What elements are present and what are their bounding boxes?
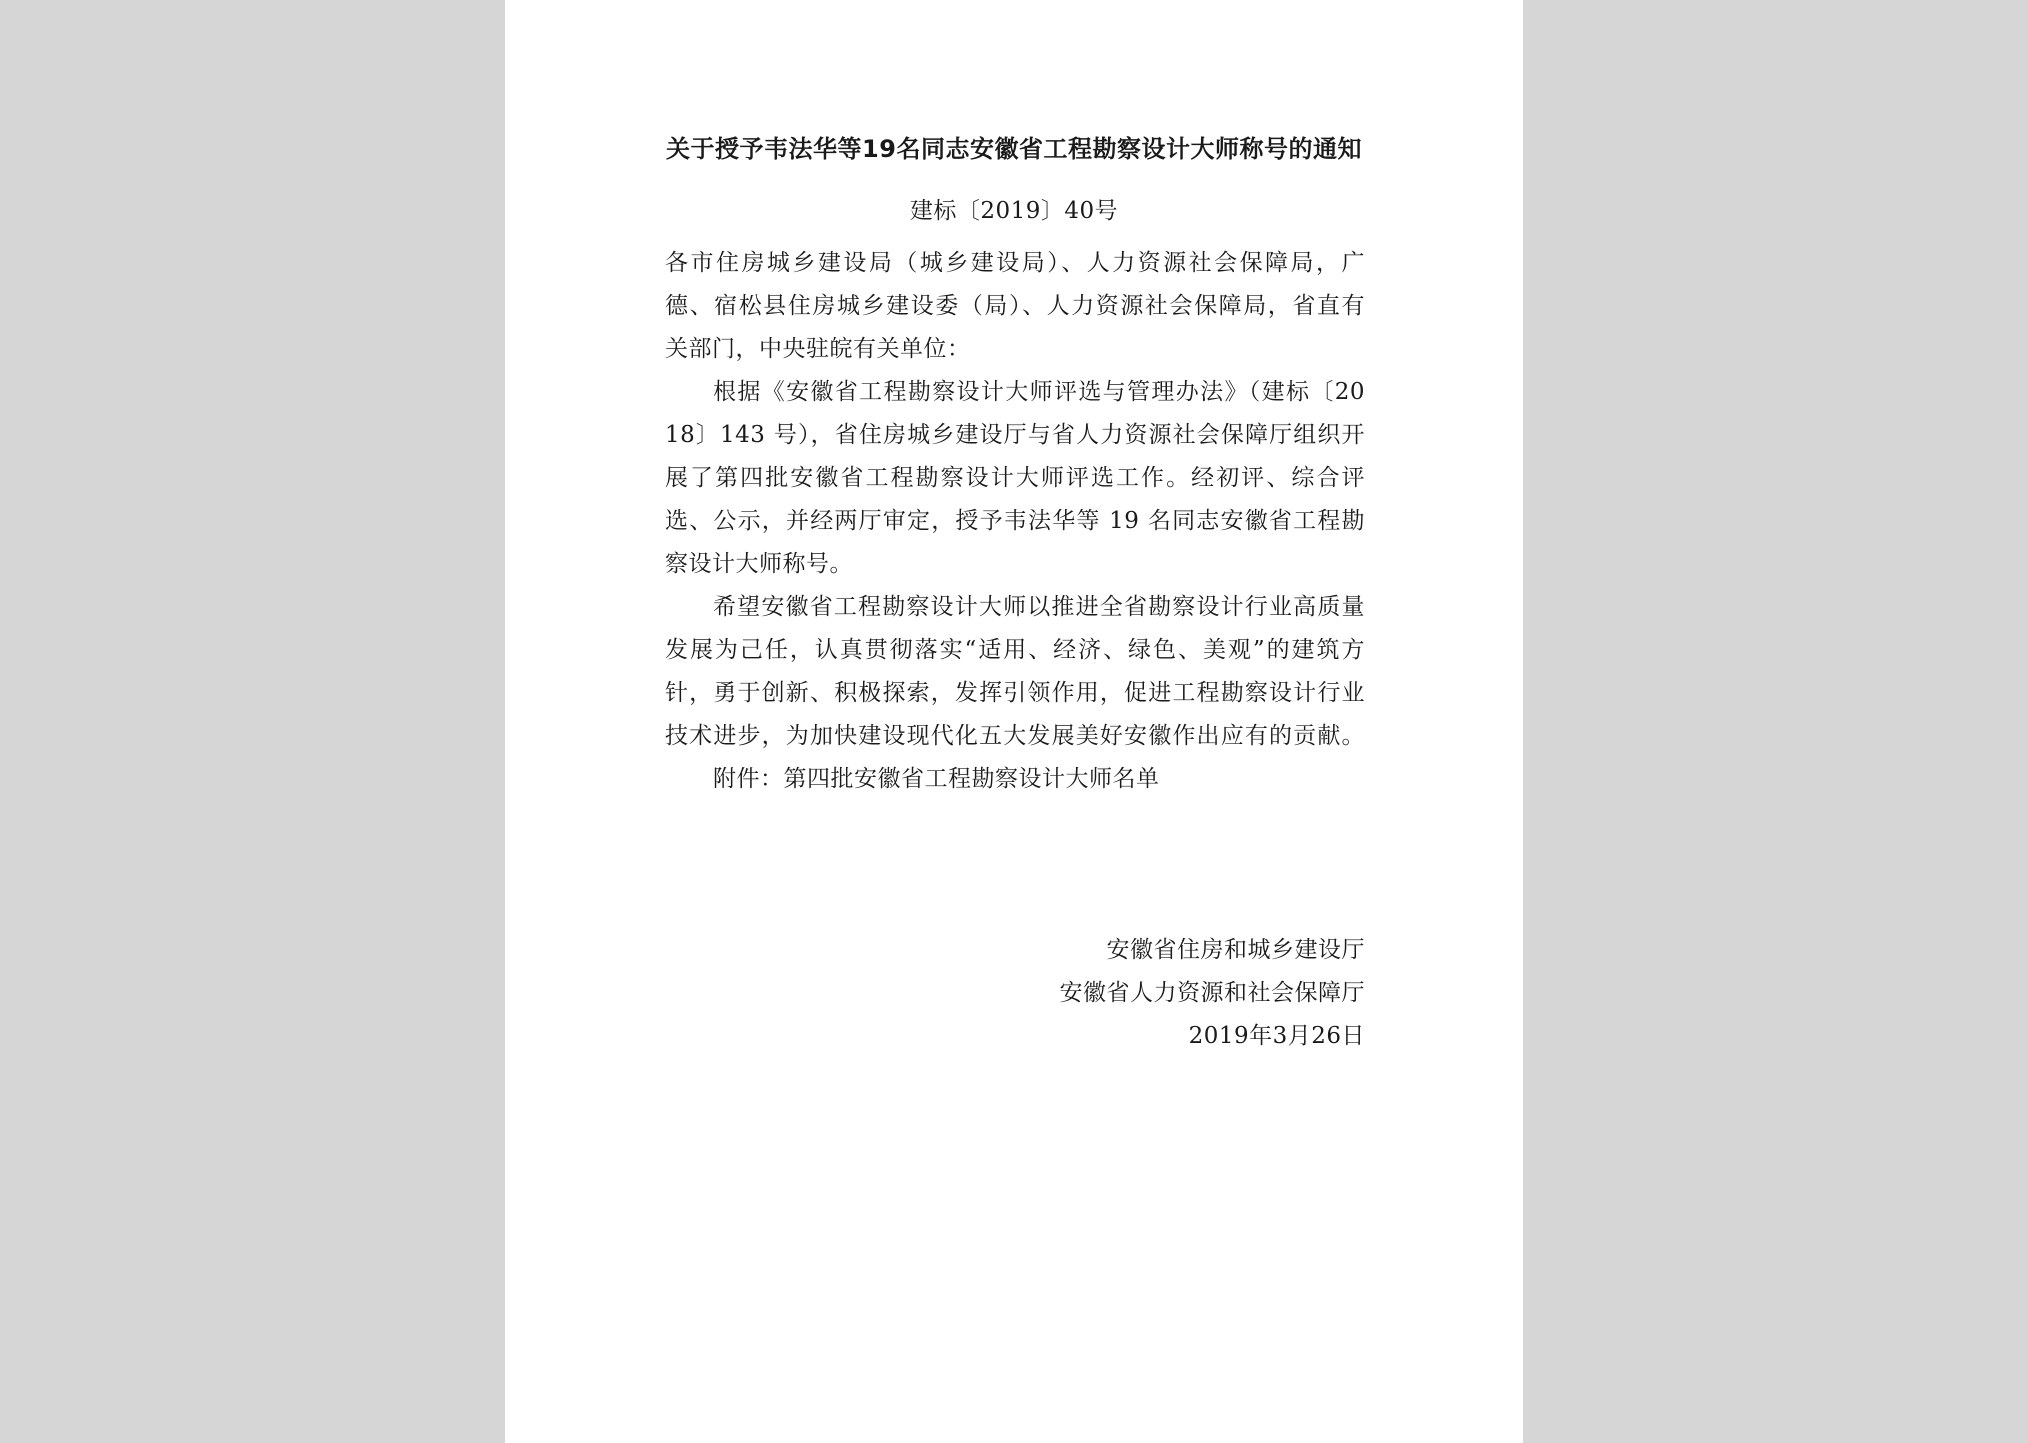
paragraph-line: 展了第四批安徽省工程勘察设计大师评选工作。经初评、综合评 — [665, 465, 1365, 491]
addressee-line: 德、宿松县住房城乡建设委（局）、人力资源社会保障局，省直有 — [665, 293, 1365, 319]
issuer-hr-dept: 安徽省人力资源和社会保障厅 — [1059, 980, 1365, 1006]
paragraph-line: 发展为己任，认真贯彻落实“适用、经济、绿色、美观”的建筑方 — [665, 637, 1365, 663]
issue-date: 2019年3月26日 — [1188, 1023, 1365, 1049]
paragraph-line: 技术进步，为加快建设现代化五大发展美好安徽作出应有的贡献。 — [665, 723, 1365, 749]
document-title: 关于授予韦法华等19名同志安徽省工程勘察设计大师称号的通知 — [666, 135, 1362, 163]
paragraph-line: 察设计大师称号。 — [665, 551, 853, 577]
paragraph-line: 选、公示，并经两厅审定，授予韦法华等 19 名同志安徽省工程勘 — [665, 508, 1365, 534]
paragraph-line: 针，勇于创新、积极探索，发挥引领作用，促进工程勘察设计行业 — [665, 680, 1365, 706]
document-number: 建标〔2019〕40号 — [909, 198, 1119, 224]
paragraph-line: 根据《安徽省工程勘察设计大师评选与管理办法》（建标〔20 — [713, 379, 1365, 405]
paragraph-line: 希望安徽省工程勘察设计大师以推进全省勘察设计行业高质量 — [713, 594, 1365, 620]
addressee-line: 各市住房城乡建设局（城乡建设局）、人力资源社会保障局，广 — [665, 250, 1365, 276]
attachment-line: 附件：第四批安徽省工程勘察设计大师名单 — [713, 766, 1160, 792]
issuer-housing-dept: 安徽省住房和城乡建设厅 — [1106, 937, 1365, 963]
paragraph-line: 18〕143 号），省住房城乡建设厅与省人力资源社会保障厅组织开 — [665, 422, 1365, 448]
addressee-line: 关部门，中央驻皖有关单位： — [665, 336, 971, 362]
document-page — [505, 0, 1523, 1443]
